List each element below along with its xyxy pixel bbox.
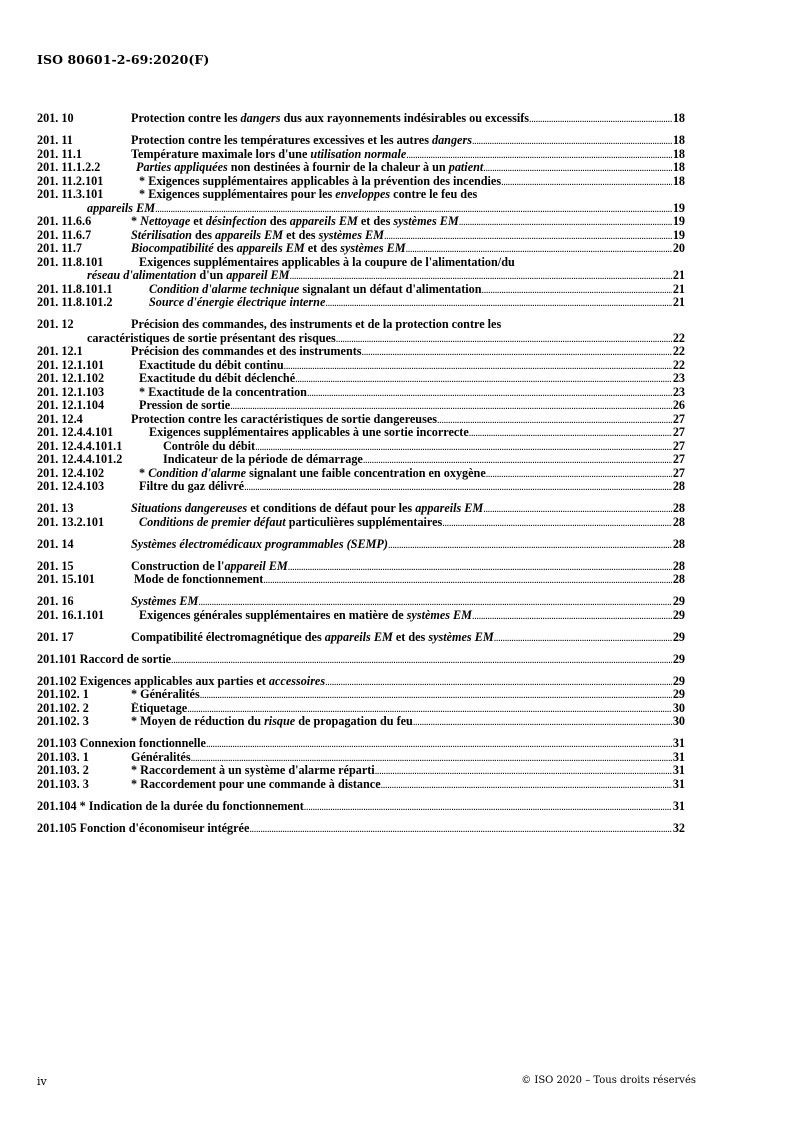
toc-entry-number: 201.103. 3 <box>37 776 89 791</box>
toc-entry-number: 201. 12.4.103 <box>37 479 105 493</box>
toc-entry[interactable] <box>37 296 685 310</box>
toc-entry-number: 201. 15.101 <box>37 572 95 586</box>
toc-entry-title: Pression de sortie <box>136 399 231 412</box>
toc-leader-dots <box>325 676 672 690</box>
toc-leader-dots <box>187 703 672 717</box>
toc-leader-dots <box>295 373 672 387</box>
toc-entry-title: * Raccordement à un système d'alarme réparti <box>131 764 375 777</box>
toc-entry-title: 201.101 Raccord de sortie <box>37 652 172 666</box>
toc-entry-title: Protection contre les dangers dus aux rayonnements indésirables ou excessifs <box>131 112 530 125</box>
toc-entry-number: 201. 17 <box>37 629 74 644</box>
toc-entry-page: 28 <box>672 537 685 551</box>
toc-entry-number: 201.102. 2 <box>37 700 89 715</box>
toc-leader-dots <box>284 360 672 374</box>
toc-entry-title: Mode de fonctionnement <box>131 573 264 586</box>
toc-entry[interactable] <box>37 467 685 481</box>
toc-entry[interactable] <box>37 188 685 202</box>
toc-entry-number: 201. 16.1.101 <box>37 607 105 622</box>
toc-entry-page: 18 <box>672 134 685 147</box>
toc-entry-page: 28 <box>672 573 685 586</box>
toc-entry-page: 23 <box>672 385 685 399</box>
toc-entry-page: 30 <box>672 715 685 728</box>
toc-entry-title: Protection contre les températures excessives et les autres dangers <box>131 134 472 147</box>
toc-leader-dots <box>200 689 672 703</box>
toc-entry[interactable] <box>37 715 685 729</box>
toc-entry-page: 29 <box>672 652 685 666</box>
toc-entry[interactable] <box>37 345 685 359</box>
toc-entry-title: Exigences générales supplémentaires en matière de systèmes EM <box>136 608 473 622</box>
toc-entry-number: 201. 11.1.2.2 <box>37 160 101 174</box>
toc-entry-number: 201. 11.7 <box>37 241 83 255</box>
toc-leader-dots <box>288 561 672 575</box>
toc-entry-number: 201.103. 2 <box>37 763 89 777</box>
toc-entry[interactable] <box>37 631 685 645</box>
toc-entry-number: 201. 12.1.102 <box>37 371 105 385</box>
toc-entry-title: Biocompatibilité des appareils EM et des systèmes EM <box>131 242 406 255</box>
toc-entry-title: Stérilisation des appareils EM et des systèmes EM <box>131 228 384 242</box>
toc-entry-title: Exigences supplémentaires applicables à une sortie incorrecte <box>149 426 469 439</box>
toc-entry[interactable] <box>37 175 685 189</box>
toc-entry[interactable] <box>37 609 685 623</box>
toc-entry-number: 201. 12.1.104 <box>37 398 105 412</box>
toc-entry-page: 21 <box>672 269 685 282</box>
toc-entry-page: 29 <box>672 630 685 644</box>
toc-leader-dots <box>230 400 672 414</box>
toc-leader-dots <box>472 135 672 149</box>
toc-entry-title: Compatibilité électromagnétique des appareils EM et des systèmes EM <box>131 630 494 644</box>
toc-entry-number: 201.102. 1 <box>37 687 89 701</box>
toc-leader-dots <box>483 162 672 176</box>
toc-leader-dots <box>375 765 672 779</box>
toc-leader-dots <box>336 333 672 347</box>
toc-entry[interactable] <box>37 426 685 440</box>
toc-entry-page: 18 <box>672 112 685 125</box>
toc-entry-title: Indicateur de la période de démarrage <box>163 453 363 466</box>
toc-entry[interactable] <box>37 800 685 814</box>
toc-leader-dots <box>388 539 672 553</box>
toc-entry-number: 201. 12.1 <box>37 344 83 358</box>
toc-entry-title: Température maximale lors d'une utilisation normale <box>131 147 407 161</box>
toc-leader-dots <box>363 454 672 468</box>
toc-entry-title: Précision des commandes et des instruments <box>131 345 362 358</box>
toc-entry-number: 201. 13.2.101 <box>37 514 105 529</box>
toc-leader-dots <box>198 596 671 610</box>
toc-entry-page: 29 <box>672 608 685 622</box>
toc-entry[interactable] <box>37 822 685 836</box>
toc-leader-dots <box>155 203 672 217</box>
toc-entry-title: Exigences supplémentaires applicables à la coupure de l'alimentation/du <box>136 255 515 269</box>
document-id: ISO 80601-2-69:2020(F) <box>37 52 210 67</box>
toc-entry-title: Exactitude du débit déclenché <box>136 372 296 385</box>
toc-entry-number: 201. 11.8.101.1 <box>37 281 113 296</box>
toc-entry-title: Parties appliquées non destinées à fournir de la chaleur à un patient <box>136 161 484 174</box>
toc-leader-dots <box>191 752 672 766</box>
toc-entry-title: * Raccordement pour une commande à distance <box>131 777 381 791</box>
toc-leader-dots <box>469 427 672 441</box>
toc-entry-page: 30 <box>672 701 685 715</box>
toc-entry[interactable] <box>37 675 685 689</box>
toc-entry-number: 201. 11.1 <box>37 146 83 161</box>
toc-entry-title: Protection contre les caractéristiques de sortie dangereuses <box>131 412 437 426</box>
toc-entry-number: 201. 14 <box>37 536 74 551</box>
copyright-notice: © ISO 2020 – Tous droits réservés <box>521 1075 696 1086</box>
toc-entry-title: 201.105 Fonction d'économiseur intégrée <box>37 821 250 835</box>
toc-entry[interactable] <box>37 516 685 530</box>
toc-entry-page: 18 <box>672 161 685 174</box>
toc-entry-page: 27 <box>672 412 685 426</box>
toc-entry-title: Systèmes électromédicaux programmables (SEMP) <box>131 537 388 551</box>
toc-entry-title: Filtre du gaz délivré <box>136 480 245 493</box>
toc-entry-number: 201. 11.3.101 <box>37 187 104 201</box>
toc-entry-title: Généralités <box>131 750 191 764</box>
toc-entry-number: 201. 11 <box>37 133 73 147</box>
toc-entry[interactable] <box>37 595 685 609</box>
toc-leader-dots <box>406 149 672 163</box>
toc-leader-dots <box>362 346 672 360</box>
toc-entry-title: Étiquetage <box>131 701 188 715</box>
toc-entry[interactable] <box>37 653 685 667</box>
toc-entry[interactable] <box>37 134 685 148</box>
toc-entry-page: 28 <box>672 515 685 529</box>
toc-entry[interactable] <box>37 161 685 175</box>
toc-entry-title: Systèmes EM <box>131 595 199 608</box>
toc-entry[interactable] <box>37 112 685 126</box>
toc-entry[interactable] <box>37 269 685 283</box>
toc-entry[interactable] <box>37 386 685 400</box>
toc-entry-page: 31 <box>672 750 685 764</box>
toc-entry[interactable] <box>37 453 685 467</box>
toc-entry-title: Situations dangereuses et conditions de défaut pour les appareils EM <box>131 502 484 515</box>
toc-entry-title: * Nettoyage et désinfection des appareils EM et des systèmes EM <box>131 215 459 228</box>
toc-entry-page: 27 <box>672 466 685 480</box>
toc-leader-dots <box>307 387 672 401</box>
toc-entry-page: 31 <box>672 799 685 813</box>
toc-leader-dots <box>459 216 672 230</box>
toc-leader-dots <box>501 176 672 190</box>
toc-entry-page: 18 <box>672 147 685 161</box>
toc-entry-page: 29 <box>672 595 685 608</box>
toc-entry[interactable] <box>37 480 685 494</box>
toc-leader-dots <box>529 113 672 127</box>
toc-entry-title: * Exigences supplémentaires applicables à la prévention des incendies <box>136 174 502 188</box>
toc-entry[interactable] <box>37 242 685 256</box>
toc-leader-dots <box>494 632 672 646</box>
toc-entry-number: 201. 13 <box>37 501 74 515</box>
toc-entry-number: 201. 12 <box>37 317 74 331</box>
toc-entry[interactable] <box>37 229 685 243</box>
toc-entry-number: 201. 11.2.101 <box>37 173 104 188</box>
toc-entry-page: 22 <box>672 331 685 345</box>
toc-entry-title: * Condition d'alarme signalant une faible concentration en oxygène <box>136 466 486 480</box>
toc-entry[interactable] <box>37 215 685 229</box>
toc-entry-title: 201.103 Connexion fonctionnelle <box>37 737 206 750</box>
toc-entry-title: Exactitude du débit continu <box>136 358 284 372</box>
toc-entry-number: 201. 15 <box>37 558 74 573</box>
toc-leader-dots <box>472 610 672 624</box>
toc-entry-page: 27 <box>672 426 685 439</box>
toc-entry-title: Contrôle du débit <box>163 439 256 453</box>
toc-entry-number: 201. 12.4.102 <box>37 465 105 480</box>
toc-entry-page: 28 <box>672 480 685 493</box>
toc-entry-title: * Exigences supplémentaires pour les enveloppes contre le feu des <box>136 188 478 201</box>
toc-leader-dots <box>413 716 672 730</box>
toc-entry-title: * Moyen de réduction du risque de propagation du feu <box>131 715 413 728</box>
toc-entry[interactable] <box>37 332 685 346</box>
toc-entry-number: 201. 12.4.4.101 <box>37 425 114 439</box>
toc-entry[interactable] <box>37 413 685 427</box>
toc-entry-page: 22 <box>672 345 685 358</box>
page-number: iv <box>37 1075 47 1088</box>
toc-entry-page: 18 <box>672 174 685 188</box>
toc-leader-dots <box>290 270 672 284</box>
toc-entry[interactable] <box>37 764 685 778</box>
toc-leader-dots <box>486 468 672 482</box>
toc-entry[interactable] <box>37 359 685 373</box>
table-of-contents <box>37 112 685 835</box>
toc-entry[interactable] <box>37 440 685 454</box>
toc-entry-page: 21 <box>672 296 685 309</box>
toc-entry-title: 201.102 Exigences applicables aux parties et accessoires <box>37 674 326 688</box>
toc-entry-page: 26 <box>672 399 685 412</box>
toc-entry-title: * Généralités <box>131 688 200 701</box>
toc-leader-dots <box>249 823 671 837</box>
toc-entry-page: 21 <box>672 282 685 296</box>
toc-entry-number: 201. 12.4 <box>37 411 83 426</box>
toc-leader-dots <box>206 738 672 752</box>
toc-leader-dots <box>244 481 672 495</box>
toc-entry-title: Conditions de premier défaut particulières supplémentaires <box>139 515 443 529</box>
toc-entry-title: appareils EM <box>87 201 156 215</box>
toc-entry-page: 19 <box>672 215 685 228</box>
toc-entry-page: 31 <box>672 764 685 777</box>
toc-entry[interactable] <box>37 688 685 702</box>
toc-leader-dots <box>384 230 672 244</box>
toc-entry[interactable] <box>37 560 685 574</box>
toc-entry-title: Condition d'alarme technique signalant un défaut d'alimentation <box>149 282 482 296</box>
toc-leader-dots <box>255 441 672 455</box>
toc-entry[interactable] <box>37 283 685 297</box>
toc-entry-page: 29 <box>672 688 685 701</box>
toc-entry-number: 201.102. 3 <box>37 714 89 728</box>
toc-entry-title: caractéristiques de sortie présentant des risques <box>87 331 336 345</box>
toc-entry[interactable] <box>37 737 685 751</box>
toc-entry-number: 201. 11.8.101.2 <box>37 295 113 309</box>
toc-leader-dots <box>482 284 672 298</box>
toc-entry[interactable] <box>37 372 685 386</box>
toc-entry-number: 201. 11.6.6 <box>37 214 92 228</box>
toc-entry-number: 201. 12.4.4.101.2 <box>37 452 123 466</box>
toc-entry[interactable] <box>37 702 685 716</box>
toc-entry[interactable] <box>37 399 685 413</box>
toc-entry-number: 201. 12.1.103 <box>37 384 105 399</box>
toc-entry-page: 32 <box>672 821 685 835</box>
toc-leader-dots <box>325 297 671 311</box>
toc-entry-page: 31 <box>672 737 685 750</box>
toc-entry-page: 23 <box>672 372 685 385</box>
toc-entry-title: Construction de l'appareil EM <box>131 559 288 573</box>
toc-entry-number: 201. 16 <box>37 594 74 608</box>
toc-entry-number: 201. 12.1.101 <box>37 357 105 372</box>
toc-leader-dots <box>171 654 672 668</box>
toc-leader-dots <box>381 779 672 793</box>
toc-entry[interactable] <box>37 256 685 270</box>
toc-entry-number: 201.103. 1 <box>37 749 89 764</box>
toc-entry-page: 19 <box>672 228 685 242</box>
toc-entry-page: 28 <box>672 559 685 573</box>
toc-entry[interactable] <box>37 573 685 587</box>
toc-entry[interactable] <box>37 778 685 792</box>
toc-entry-title: * Exactitude de la concentration <box>136 385 307 399</box>
toc-entry-page: 27 <box>672 439 685 453</box>
toc-entry-page: 22 <box>672 358 685 372</box>
toc-entry-number: 201. 10 <box>37 111 74 125</box>
toc-entry[interactable] <box>37 148 685 162</box>
toc-entry-number: 201. 11.8.101 <box>37 254 104 269</box>
toc-leader-dots <box>406 243 672 257</box>
toc-entry[interactable] <box>37 318 685 332</box>
toc-entry-title: Précision des commandes, des instruments et de la protection contre les <box>131 318 502 331</box>
toc-leader-dots <box>437 414 672 428</box>
toc-entry[interactable] <box>37 202 685 216</box>
toc-leader-dots <box>442 517 672 531</box>
toc-entry-title: 201.104 * Indication de la durée du fonctionnement <box>37 799 304 813</box>
toc-entry-title: réseau d'alimentation d'un appareil EM <box>87 269 290 282</box>
toc-entry[interactable] <box>37 502 685 516</box>
toc-entry[interactable] <box>37 751 685 765</box>
toc-leader-dots <box>304 801 672 815</box>
toc-entry-number: 201. 11.6.7 <box>37 227 92 242</box>
toc-entry-page: 27 <box>672 453 685 466</box>
toc-entry-page: 19 <box>672 201 685 215</box>
toc-entry-page: 20 <box>672 242 685 255</box>
toc-entry[interactable] <box>37 538 685 552</box>
toc-entry-page: 28 <box>672 502 685 515</box>
toc-entry-page: 31 <box>672 777 685 791</box>
toc-entry-title: Source d'énergie électrique interne <box>149 296 326 309</box>
toc-entry-page: 29 <box>672 674 685 688</box>
toc-entry-number: 201. 12.4.4.101.1 <box>37 438 123 453</box>
toc-leader-dots <box>483 503 672 517</box>
toc-leader-dots <box>263 574 671 588</box>
